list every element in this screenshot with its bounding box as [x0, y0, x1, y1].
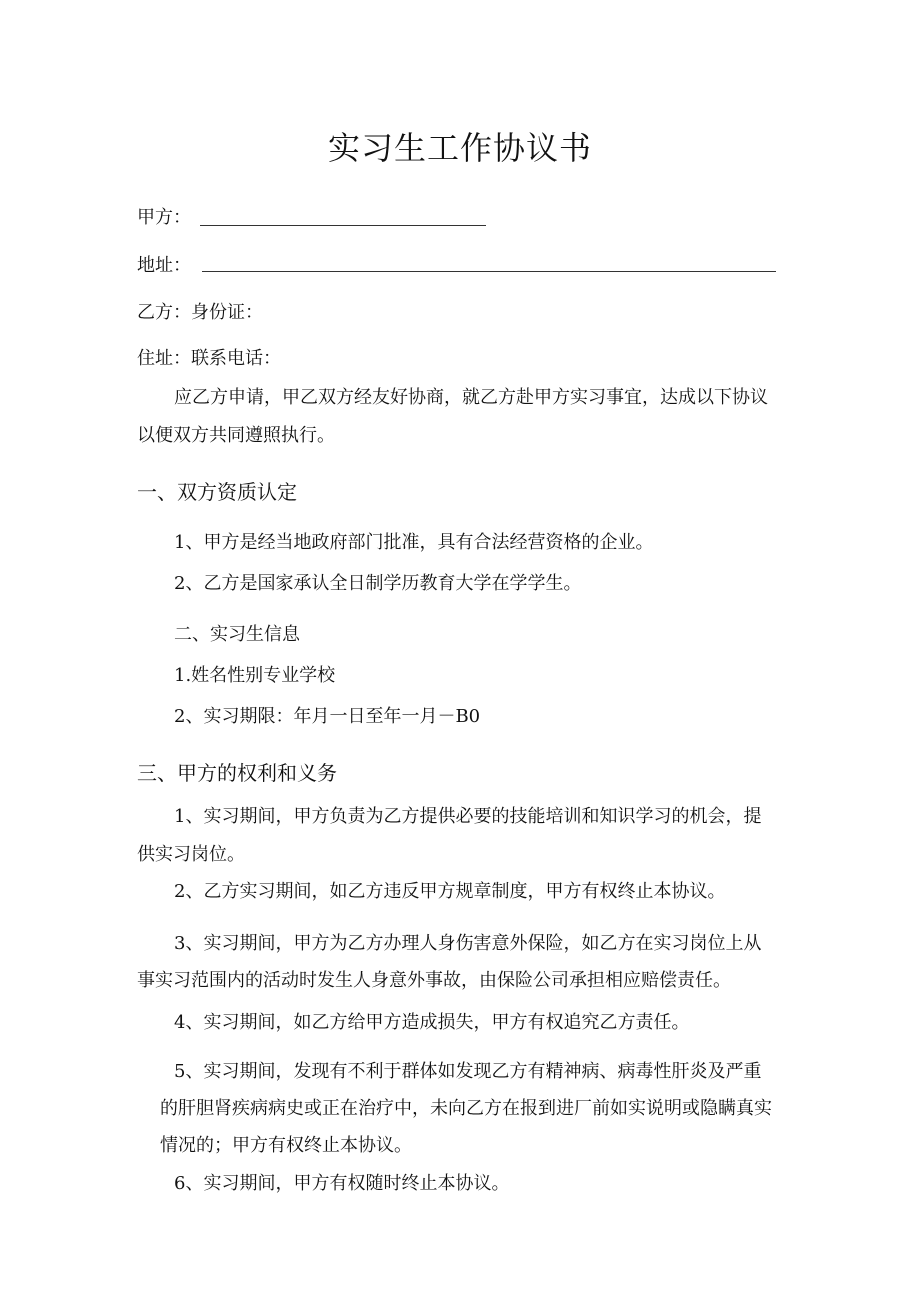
section-3-item-5-line-3: 情况的；甲方有权终止本协议。: [160, 1135, 412, 1156]
section-3-item-4: 4、实习期间，如乙方给甲方造成损失，甲方有权追究乙方责任。: [174, 1012, 690, 1033]
party-a-label: 甲方：: [137, 207, 191, 228]
section-3-item-1-line-1: 1、实习期间，甲方负责为乙方提供必要的技能培训和知识学习的机会，提: [174, 806, 762, 827]
section-3-heading: 三、甲方的权利和义务: [137, 761, 337, 785]
section-1-heading: 一、双方资质认定: [137, 480, 297, 504]
preamble-line-2: 以便双方共同遵照执行。: [137, 425, 335, 446]
section-2-heading: 二、实习生信息: [174, 624, 300, 645]
party-b-id-line: 乙方：身份证：: [137, 302, 263, 323]
section-3-item-5-line-1: 5、实习期间，发现有不利于群体如发现乙方有精神病、病毒性肝炎及严重: [174, 1061, 762, 1082]
section-3-item-2: 2、乙方实习期间，如乙方违反甲方规章制度，甲方有权终止本协议。: [174, 881, 726, 902]
section-3-item-1-line-2: 供实习岗位。: [137, 844, 245, 865]
address-blank-line: [202, 271, 776, 272]
section-2-item-1: 1.姓名性别专业学校: [174, 665, 336, 686]
section-1-item-1: 1、甲方是经当地政府部门批准，具有合法经营资格的企业。: [174, 532, 654, 553]
section-2-item-2: 2、实习期限：年月一日至年一月－B0: [174, 706, 481, 727]
section-1-item-2: 2、乙方是国家承认全日制学历教育大学在学学生。: [174, 573, 582, 594]
section-3-item-6: 6、实习期间，甲方有权随时终止本协议。: [174, 1173, 510, 1194]
section-3-item-5-line-2: 的肝胆肾疾病病史或正在治疗中，未向乙方在报到进厂前如实说明或隐瞒真实: [160, 1098, 772, 1119]
section-3-item-3-line-2: 事实习范围内的活动时发生人身意外事故，由保险公司承担相应赔偿责任。: [137, 970, 731, 991]
residence-phone-line: 住址：联系电话：: [137, 348, 281, 369]
document-title: 实习生工作协议书: [327, 129, 592, 167]
preamble-line-1: 应乙方申请，甲乙双方经友好协商，就乙方赴甲方实习事宜，达成以下协议: [174, 387, 768, 408]
party-a-blank-line: [200, 225, 486, 226]
address-label: 地址：: [137, 255, 191, 276]
section-3-item-3-line-1: 3、实习期间，甲方为乙方办理人身伤害意外保险，如乙方在实习岗位上从: [174, 933, 762, 954]
